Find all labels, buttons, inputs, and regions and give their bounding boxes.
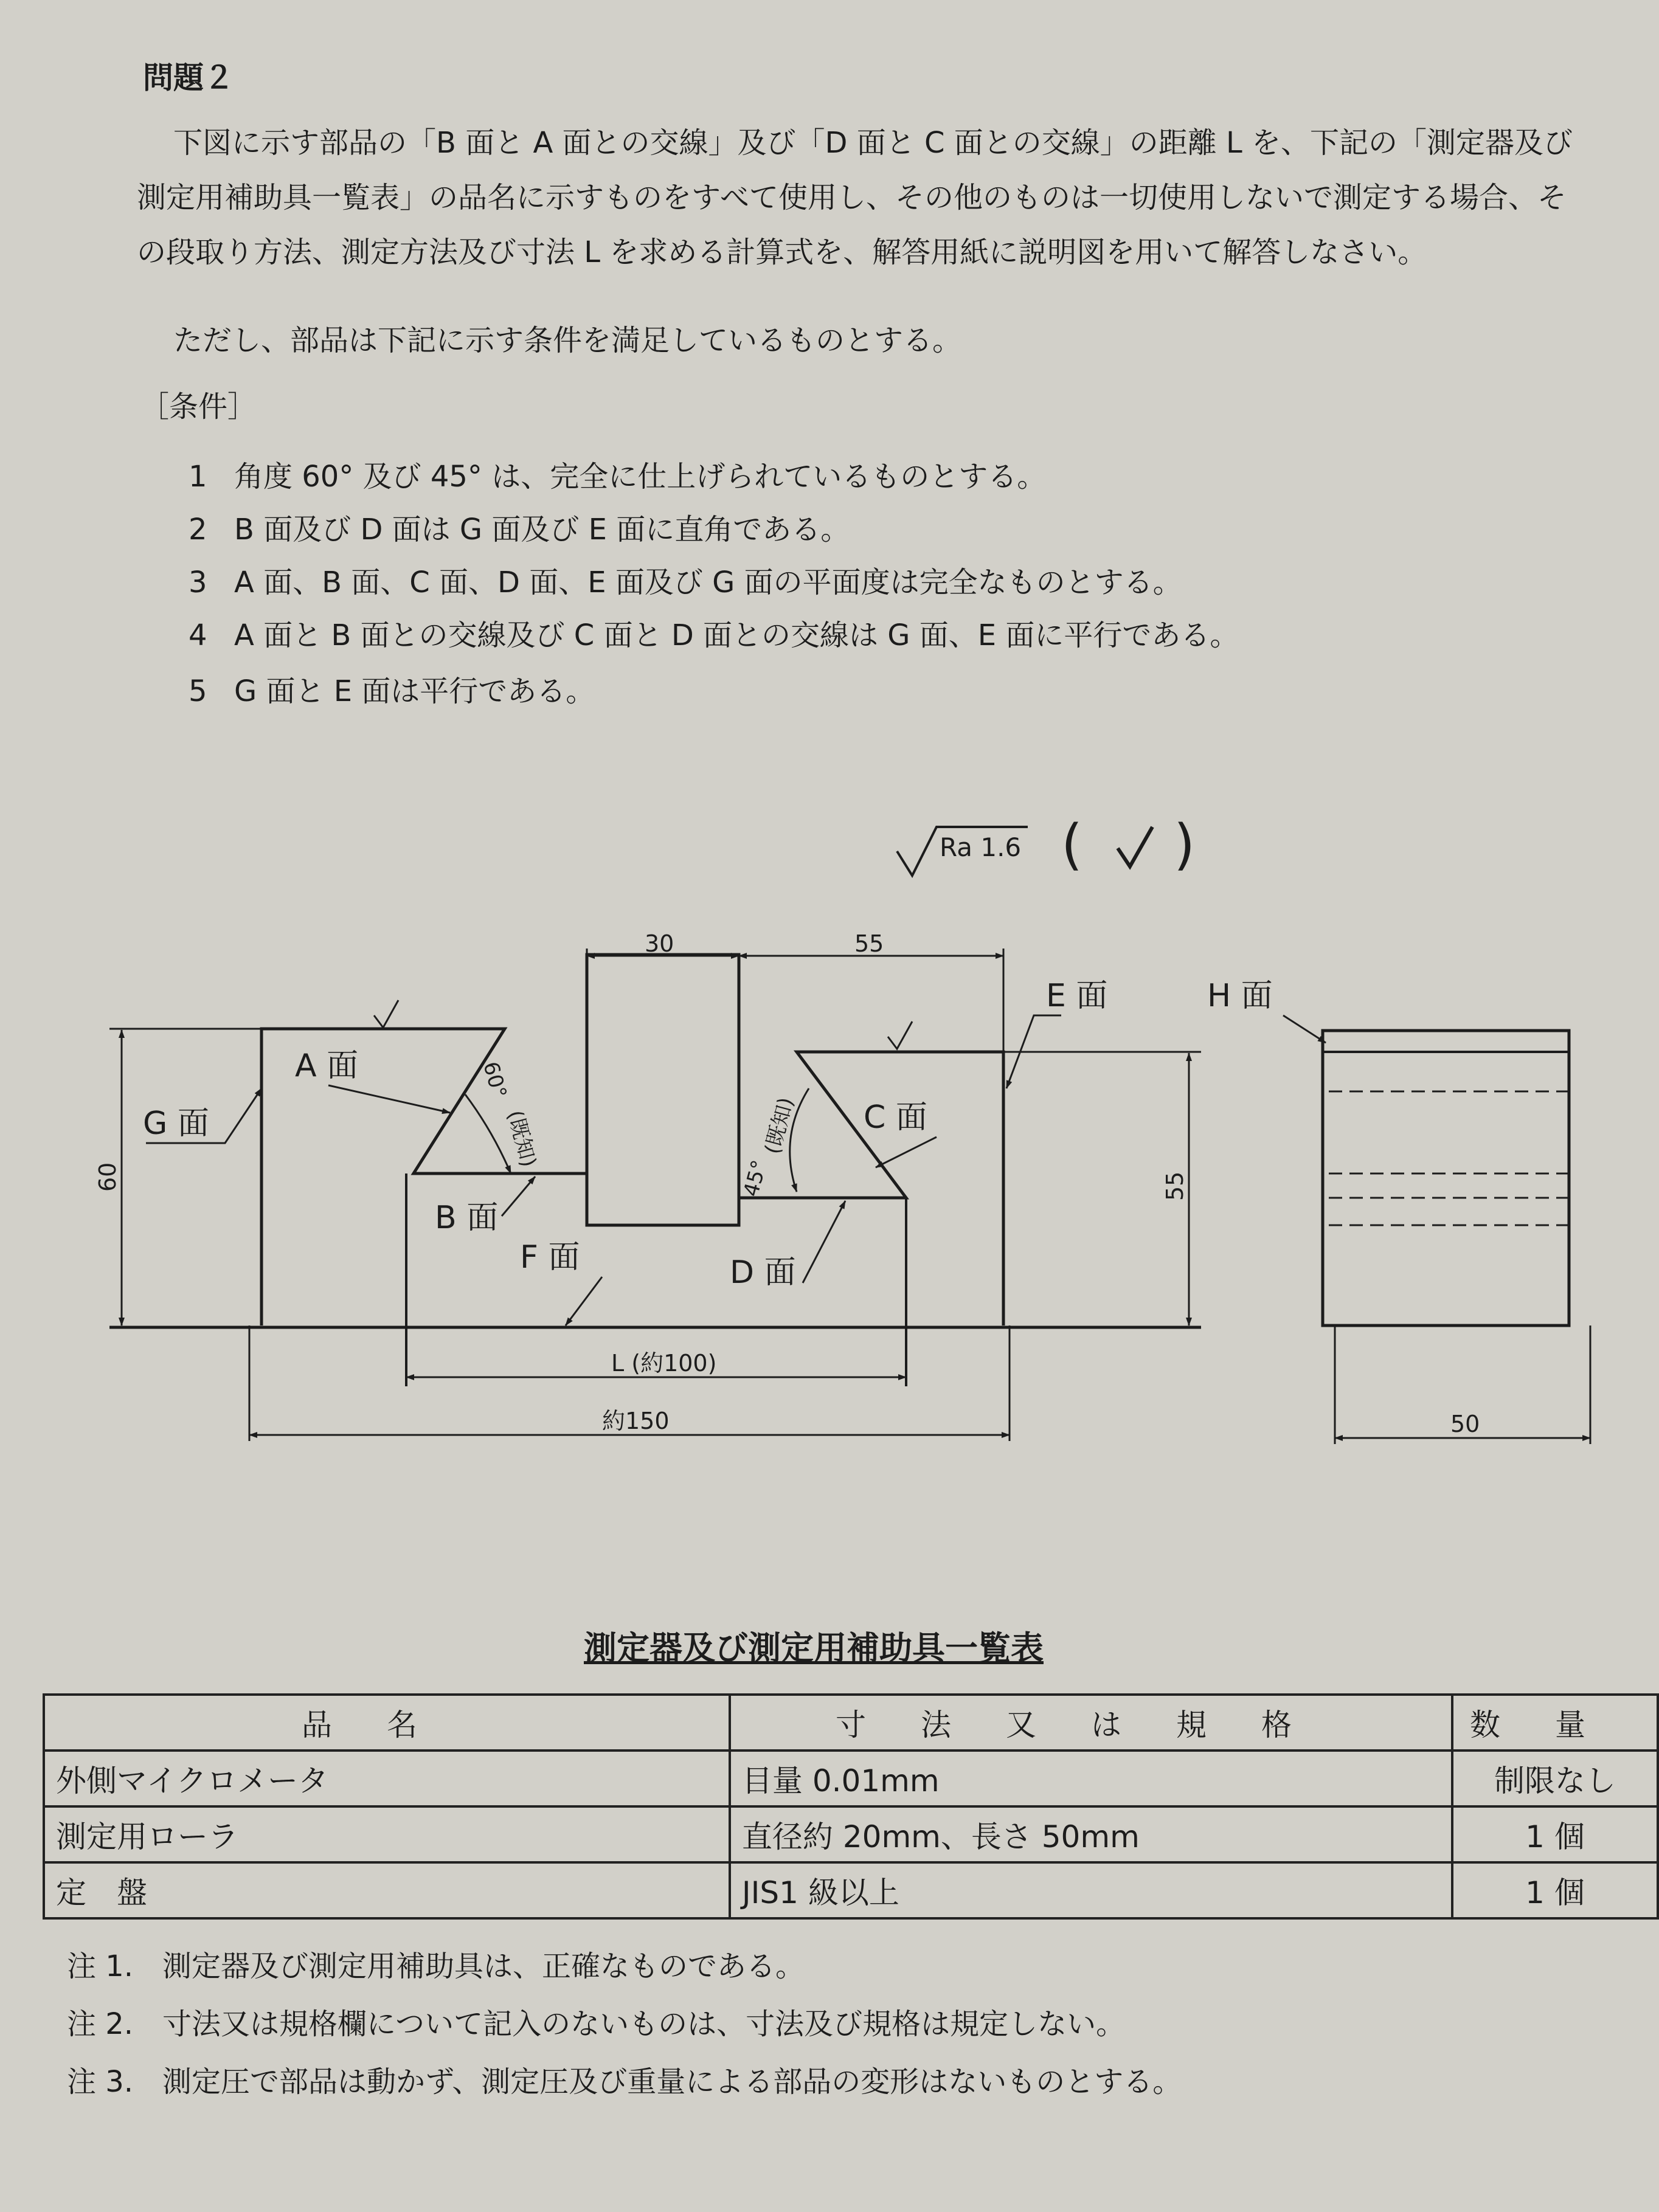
condition-number: 4: [189, 618, 207, 652]
part-drawing: [0, 790, 1659, 1465]
face-label-c: C 面: [864, 1099, 927, 1136]
header-qty: 数量: [1452, 1695, 1658, 1751]
dim-width: 50: [1450, 1411, 1480, 1437]
side-view: [1323, 1031, 1590, 1444]
dim-60: 60: [94, 1162, 121, 1192]
table-row: [44, 1751, 1658, 1806]
cell-spec: 目量 0.01mm: [730, 1751, 1452, 1806]
condition-item: [189, 506, 850, 548]
cell-qty: 1 個: [1452, 1806, 1658, 1862]
note-2: 注 2. 寸法又は規格欄について記入のないものは、寸法及び規格は規定しない。: [67, 2007, 1126, 2041]
condition-number: 1: [189, 460, 207, 494]
surface-roughness-symbol: [897, 813, 1195, 877]
face-label-h: H 面: [1207, 978, 1273, 1014]
face-label-d: D 面: [730, 1254, 796, 1291]
cell-qty: 制限なし: [1452, 1751, 1658, 1806]
center-slot: [587, 955, 739, 1198]
tools-table: [43, 1693, 1659, 1920]
dim-30: 30: [645, 930, 674, 957]
face-label-g: G 面: [143, 1105, 209, 1142]
dim-55-top: 55: [854, 930, 884, 957]
condition-text: A 面と B 面との交線及び C 面と D 面との交線は G 面、E 面に平行である。: [234, 618, 1239, 652]
problem-paragraph-1: 下図に示す部品の「B 面と A 面との交線」及び「D 面と C 面との交線」の距離 L を、下記の「測定器及び測定用補助具一覧表」の品名に示すものをすべて使用し、その他のものは一切使用しないで測定する場合、その段取り方法、測定方法及び寸法 L を求める計算式を、解答用紙に説明図を用いて解答しなさい。: [137, 126, 1573, 269]
cell-name: 外側マイクロメータ: [44, 1751, 730, 1806]
cell-qty: 1 個: [1452, 1862, 1658, 1918]
condition-text: 角度 60° 及び 45° は、完全に仕上げられているものとする。: [234, 460, 1047, 494]
note-1: 注 1. 測定器及び測定用補助具は、正確なものである。: [67, 1949, 805, 1983]
problem-title: 問題２: [143, 60, 234, 95]
roughness-paren-open: (: [1061, 813, 1083, 877]
condition-item: [189, 453, 1046, 495]
angle-45-label: 45°: [739, 1157, 772, 1200]
condition-item: [189, 612, 1239, 654]
table-title: 測定器及び測定用補助具一覧表: [584, 1629, 1044, 1667]
problem-paragraph-2: ただし、部品は下記に示す条件を満足しているものとする。: [173, 323, 962, 358]
table-header-row: [44, 1695, 1658, 1751]
cell-name: 定 盤: [44, 1862, 730, 1918]
dim-55-right: 55: [1162, 1171, 1188, 1201]
angle-60-arc: [465, 1094, 511, 1173]
face-label-b: B 面: [435, 1200, 499, 1236]
face-roughness-mark: [888, 1021, 912, 1049]
table-row: [44, 1862, 1658, 1918]
check-mark-icon: [1118, 827, 1152, 866]
roughness-paren-close: ): [1174, 813, 1196, 877]
face-label-e: E 面: [1046, 978, 1108, 1014]
conditions-heading: ［条件］: [140, 390, 257, 424]
angle-60-label: 60°: [478, 1059, 511, 1101]
dim-total: 約150: [602, 1408, 670, 1434]
condition-item: [189, 559, 1182, 601]
condition-number: 2: [189, 513, 207, 547]
angle-60-known: (既知): [502, 1107, 541, 1170]
angle-45-known: (既知): [760, 1094, 799, 1157]
condition-text: A 面、B 面、C 面、D 面、E 面及び G 面の平面度は完全なものとする。: [234, 565, 1182, 600]
cell-spec: JIS1 級以上: [730, 1862, 1452, 1918]
condition-number: 5: [189, 674, 207, 708]
condition-number: 3: [189, 565, 207, 600]
cell-name: 測定用ローラ: [44, 1806, 730, 1862]
face-label-f: F 面: [520, 1239, 580, 1276]
condition-text: B 面及び D 面は G 面及び E 面に直角である。: [234, 513, 850, 547]
cell-spec: 直径約 20mm、長さ 50mm: [730, 1806, 1452, 1862]
condition-text: G 面と E 面は平行である。: [234, 674, 595, 708]
face-roughness-mark: [374, 1000, 398, 1028]
note-3: 注 3. 測定圧で部品は動かず、測定圧及び重量による部品の変形はないものとする。: [67, 2065, 1182, 2099]
dim-L: L (約100): [611, 1350, 717, 1377]
header-spec: 寸法又は規格: [730, 1695, 1452, 1751]
header-name: 品名: [44, 1695, 730, 1751]
face-label-a: A 面: [295, 1048, 359, 1084]
table-row: [44, 1806, 1658, 1862]
condition-item: [189, 668, 595, 710]
roughness-label: Ra 1.6: [940, 832, 1022, 862]
front-view-outline: [261, 1029, 1003, 1325]
